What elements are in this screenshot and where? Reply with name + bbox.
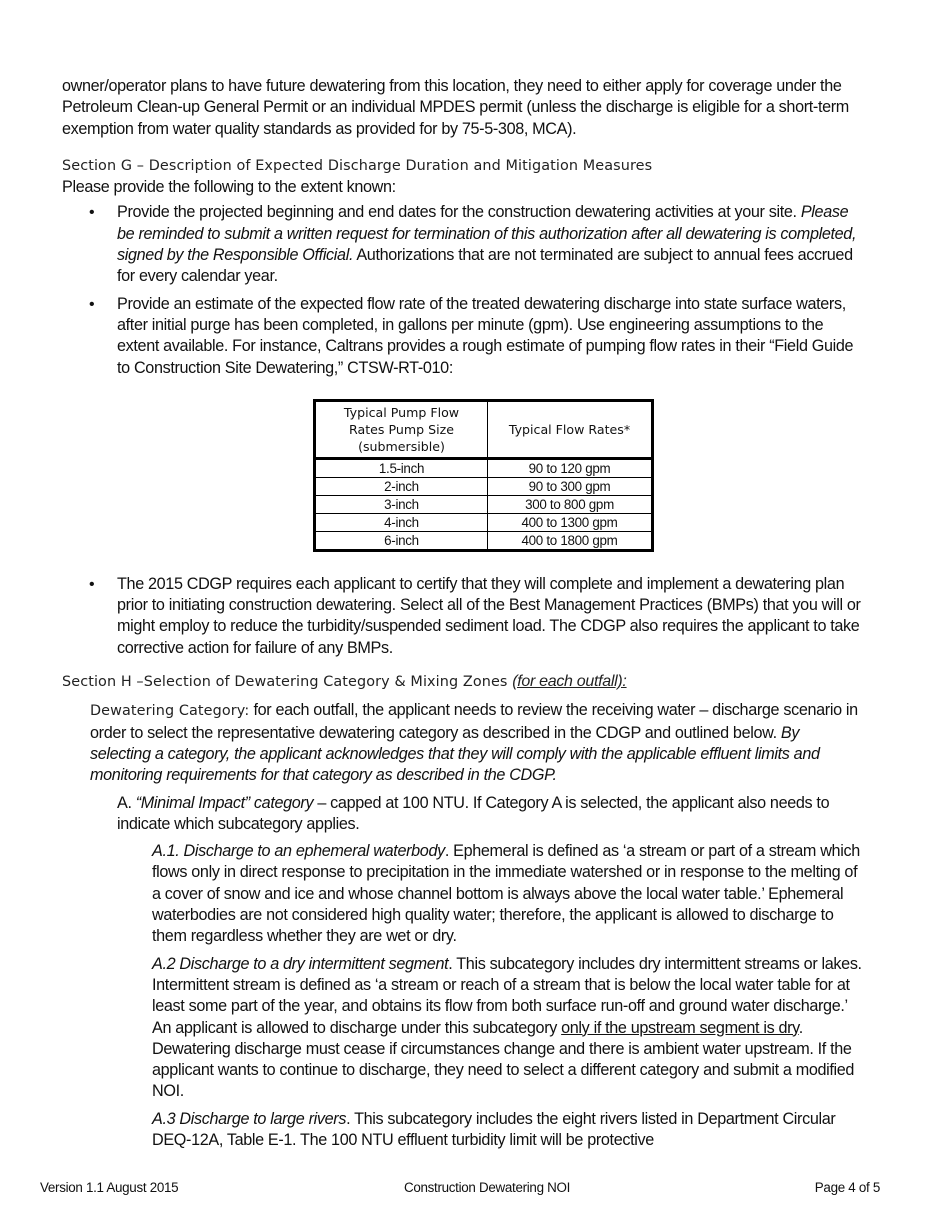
intro-paragraph: owner/operator plans to have future dewatering from this location, they need to either apply for coverage under the Petroleum Clean-up General Permit or an individual MPDES permit (unless the discharge is eligible for a short-term exemption from water quality standards as provided for by 75-5-308, MCA). <box>62 77 849 138</box>
flow-rate-table <box>313 399 654 552</box>
cell-size: 2-inch <box>315 477 488 495</box>
dewatering-category-paragraph <box>90 700 862 786</box>
cell-rate: 300 to 800 gpm <box>488 495 653 513</box>
section-g-heading: Section G – Description of Expected Discharge Duration and Mitigation Measures <box>62 157 653 174</box>
subcategory-a1-paragraph <box>152 841 862 947</box>
subcategory-a3-title: A.3 Discharge to large rivers <box>152 1109 347 1128</box>
bullet-dates <box>62 202 862 287</box>
subcategory-a2-text: . This subcategory includes dry intermittent streams or lakes. Intermittent stream is defined as ‘a stream or reach of a stream that is below the local water table for at least some part of the year, and obtains its flow from both surface run-off and ground water discharge.’ An applicant is allowed to discharge under this subcategory <box>152 954 862 1037</box>
bullet-bmps: • The 2015 CDGP requires each applicant to certify that they will complete and implement a dewatering plan prior to initiating construction dewatering. Select all of the Best Management Practices (BMPs) that you will or might employ to reduce the turbidity/suspended sediment load. The CDGP also requires the applicant to take corrective action for failure of any BMPs. <box>62 574 862 659</box>
table-row <box>315 495 653 513</box>
footer-title: Construction Dewatering NOI <box>404 1180 571 1195</box>
cell-size: 6-inch <box>315 531 488 550</box>
section-g-bullet-list <box>62 202 862 378</box>
table-row <box>315 477 653 495</box>
table-header-row <box>315 400 653 458</box>
footer-page-number: Page 4 of 5 <box>814 1180 880 1195</box>
bullet-dates-text: Provide the projected beginning and end dates for the construction dewatering activities at your site. <box>117 203 801 222</box>
cell-size: 1.5-inch <box>315 458 488 477</box>
subcategory-a2-paragraph <box>152 954 862 1103</box>
table-row <box>315 458 653 477</box>
header-pump-line2: Rates Pump Size <box>349 421 454 437</box>
cell-rate: 90 to 300 gpm <box>488 477 653 495</box>
category-a-label: A. <box>117 793 136 812</box>
cell-rate: 90 to 120 gpm <box>488 458 653 477</box>
header-flow-rate: Typical Flow Rates* <box>488 400 653 458</box>
header-pump-line3: (submersible) <box>358 438 445 454</box>
cell-rate: 400 to 1800 gpm <box>488 531 653 550</box>
section-g-lead: Please provide the following to the extent known: <box>62 178 396 197</box>
bullet-flow-rate: • Provide an estimate of the expected flow rate of the treated dewatering discharge into state surface waters, after initial purge has been completed, in gallons per minute (gpm). Use engineering assumptions to the extent available. For instance, Caltrans provides a rough estimate of pumping flow rates in their “Field Guide to Construction Site Dewatering,” CTSW-RT-010: <box>62 294 862 379</box>
bullet-dates-reminder: Please be reminded to submit a written request for termination of this authorization after all dewatering is completed, signed by the Responsible Official. <box>117 203 857 265</box>
page-content <box>62 76 862 1151</box>
section-h-heading-text: Section H –Selection of Dewatering Category & Mixing Zones <box>62 674 513 691</box>
footer-version: Version 1.1 August 2015 <box>40 1180 179 1195</box>
section-g-bullet-list-2 <box>62 574 862 659</box>
table-row <box>315 531 653 550</box>
cell-size: 3-inch <box>315 495 488 513</box>
dewatering-category-acknowledgement: By selecting a category, the applicant acknowledges that they will comply with the applicable effluent limits and monitoring requirements for that category as described in the CDGP. <box>90 723 820 785</box>
category-a-title: “Minimal Impact” category <box>135 793 314 812</box>
header-pump-size <box>315 400 488 458</box>
subcategory-a1-title: A.1. Discharge to an ephemeral waterbody <box>152 842 445 861</box>
section-h-heading <box>62 671 862 693</box>
category-a-paragraph <box>117 793 862 836</box>
category-a-text: – capped at 100 NTU. If Category A is selected, the applicant also needs to indicate which subcategory applies. <box>117 793 830 833</box>
subcategory-a2-text-end: . Dewatering discharge must cease if circumstances change and there is ambient water upstream. If the applicant wants to continue to discharge, they need to select a different category and submit a modified NOI. <box>152 1018 855 1101</box>
cell-rate: 400 to 1300 gpm <box>488 513 653 531</box>
flow-rate-table-wrap <box>313 399 862 552</box>
bullet-dates-fees: Authorizations that are not terminated are subject to annual fees accrued for every calendar year. <box>117 246 853 286</box>
subcategory-a3-paragraph <box>152 1109 862 1152</box>
dewatering-category-text: for each outfall, the applicant needs to review the receiving water – discharge scenario in order to select the representative dewatering category as described in the CDGP and outlined below. <box>90 701 858 742</box>
header-pump-line1: Typical Pump Flow <box>343 404 460 420</box>
subcategory-a2-title: A.2 Discharge to a dry intermittent segment <box>152 954 449 973</box>
dewatering-category-label: Dewatering Category: <box>90 703 250 720</box>
subcategory-a3-text: . This subcategory includes the eight rivers listed in Department Circular DEQ-12A, Table E-1. The 100 NTU effluent turbidity limit will be protective <box>152 1109 836 1149</box>
table-row <box>315 513 653 531</box>
subcategory-a1-text: . Ephemeral is defined as ‘a stream or part of a stream which flows only in direct response to precipitation in the immediate watershed or in response to the melting of a cover of snow and ice and whose channel bottom is always above the local water table.’ Ephemeral waterbodies are not considered high quality water; therefore, the applicant is allowed to discharge to them regardless whether they are wet or dry. <box>152 842 860 946</box>
subcategory-a2-condition: only if the upstream segment is dry <box>561 1018 799 1037</box>
cell-size: 4-inch <box>315 513 488 531</box>
section-h-heading-note: (for each outfall): <box>512 673 627 691</box>
